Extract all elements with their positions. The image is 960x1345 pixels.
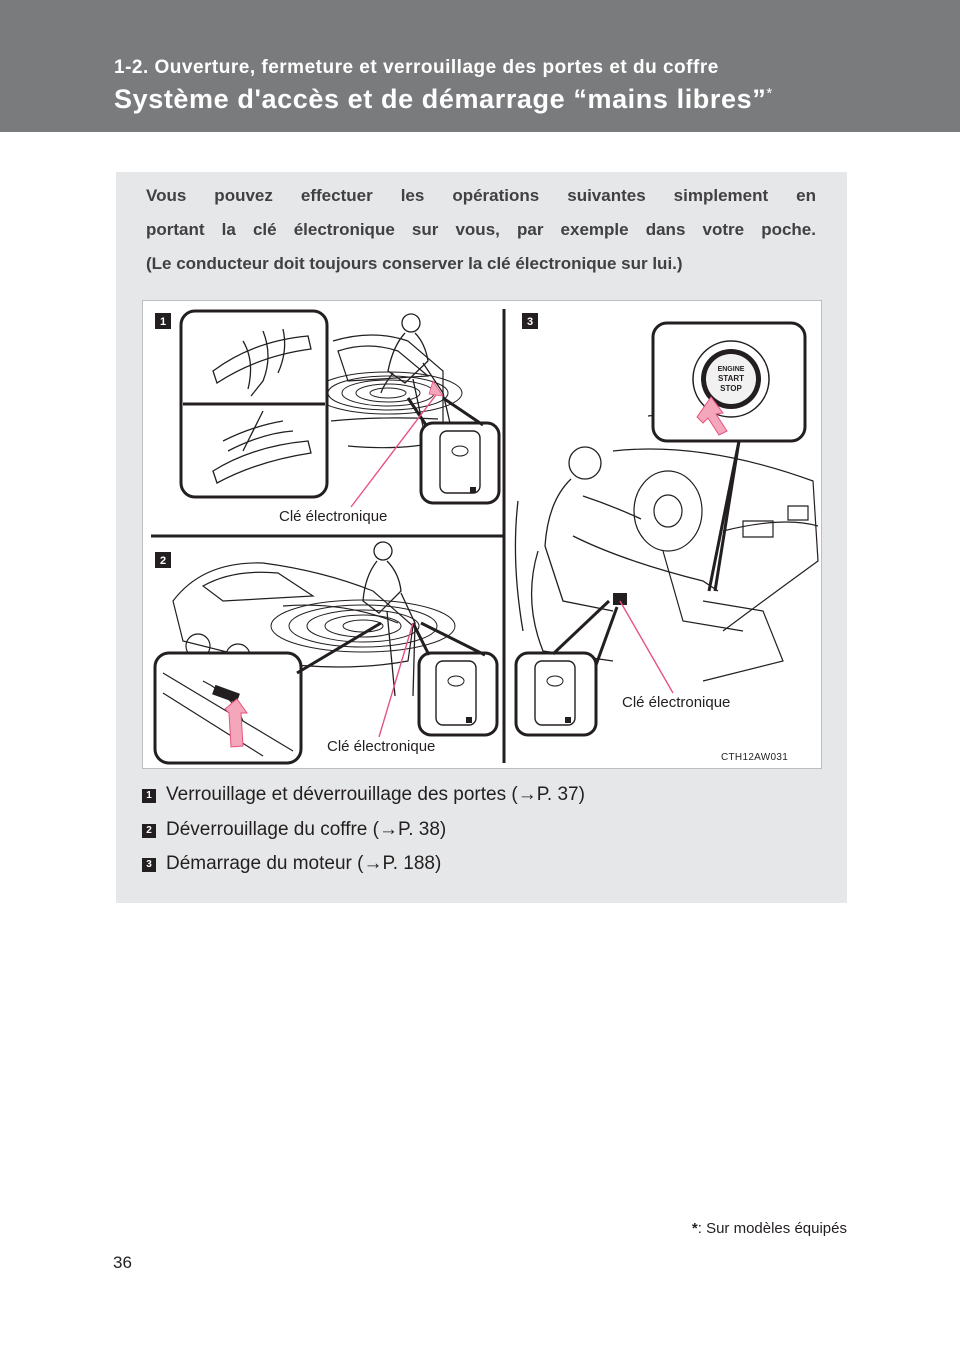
car-interior: [613, 412, 818, 681]
legend-item: [142, 784, 585, 808]
legend-number-box: 2: [142, 824, 156, 838]
legend-text: Verrouillage et déverrouillage des portes (→P. 37): [166, 784, 585, 805]
pocket-key: [613, 593, 627, 605]
driver-seated: [515, 447, 718, 661]
figure-code: CTH12AW031: [721, 752, 789, 763]
page-number: 36: [113, 1253, 132, 1272]
title-asterisk: *: [766, 85, 773, 102]
callout-line-3: [620, 601, 673, 693]
callout-line-2: [379, 623, 413, 737]
footnote-text: : Sur modèles équipés: [697, 1220, 847, 1237]
callout-label-2: Clé électronique: [327, 738, 436, 755]
button-text-line3: STOP: [720, 384, 742, 393]
intro-line-2: portant la clé électronique sur vous, par exemple dans votre poche.: [146, 220, 816, 239]
footnote-asterisk: *: [691, 1220, 698, 1237]
legend-number-box: 1: [142, 789, 156, 803]
panel-number-3: 3: [526, 316, 534, 328]
page-title: [114, 84, 773, 115]
panel-number-1: 1: [159, 316, 167, 328]
intro-line-1: Vous pouvez effectuer les opérations suivantes simplement en: [146, 186, 816, 205]
button-text-line1: ENGINE: [717, 366, 745, 373]
key-fob-2: [436, 661, 476, 725]
key-fob-1: [440, 431, 480, 493]
section-label: 1-2. Ouverture, fermeture et verrouillage des portes et du coffre: [114, 57, 719, 78]
legend-item: [142, 819, 446, 843]
button-text-line2: START: [717, 374, 745, 383]
legend-number-box: 3: [142, 858, 156, 872]
intro-text: [146, 179, 816, 281]
legend-text: Démarrage du moteur (→P. 188): [166, 853, 442, 874]
page-header: [0, 0, 960, 132]
illustration: [142, 300, 822, 769]
page-title-text: Système d'accès et de démarrage “mains libres”: [114, 84, 767, 114]
key-fob-3: [535, 661, 575, 725]
callout-label-3: Clé électronique: [622, 694, 731, 711]
footnote: [692, 1220, 847, 1237]
legend-text: Déverrouillage du coffre (→P. 38): [166, 819, 447, 840]
callout-label-1: Clé électronique: [279, 508, 388, 525]
intro-line-3: (Le conducteur doit toujours conserver la clé électronique sur lui.): [146, 254, 683, 273]
legend-item: [142, 853, 441, 877]
panel-number-2: 2: [159, 555, 167, 567]
